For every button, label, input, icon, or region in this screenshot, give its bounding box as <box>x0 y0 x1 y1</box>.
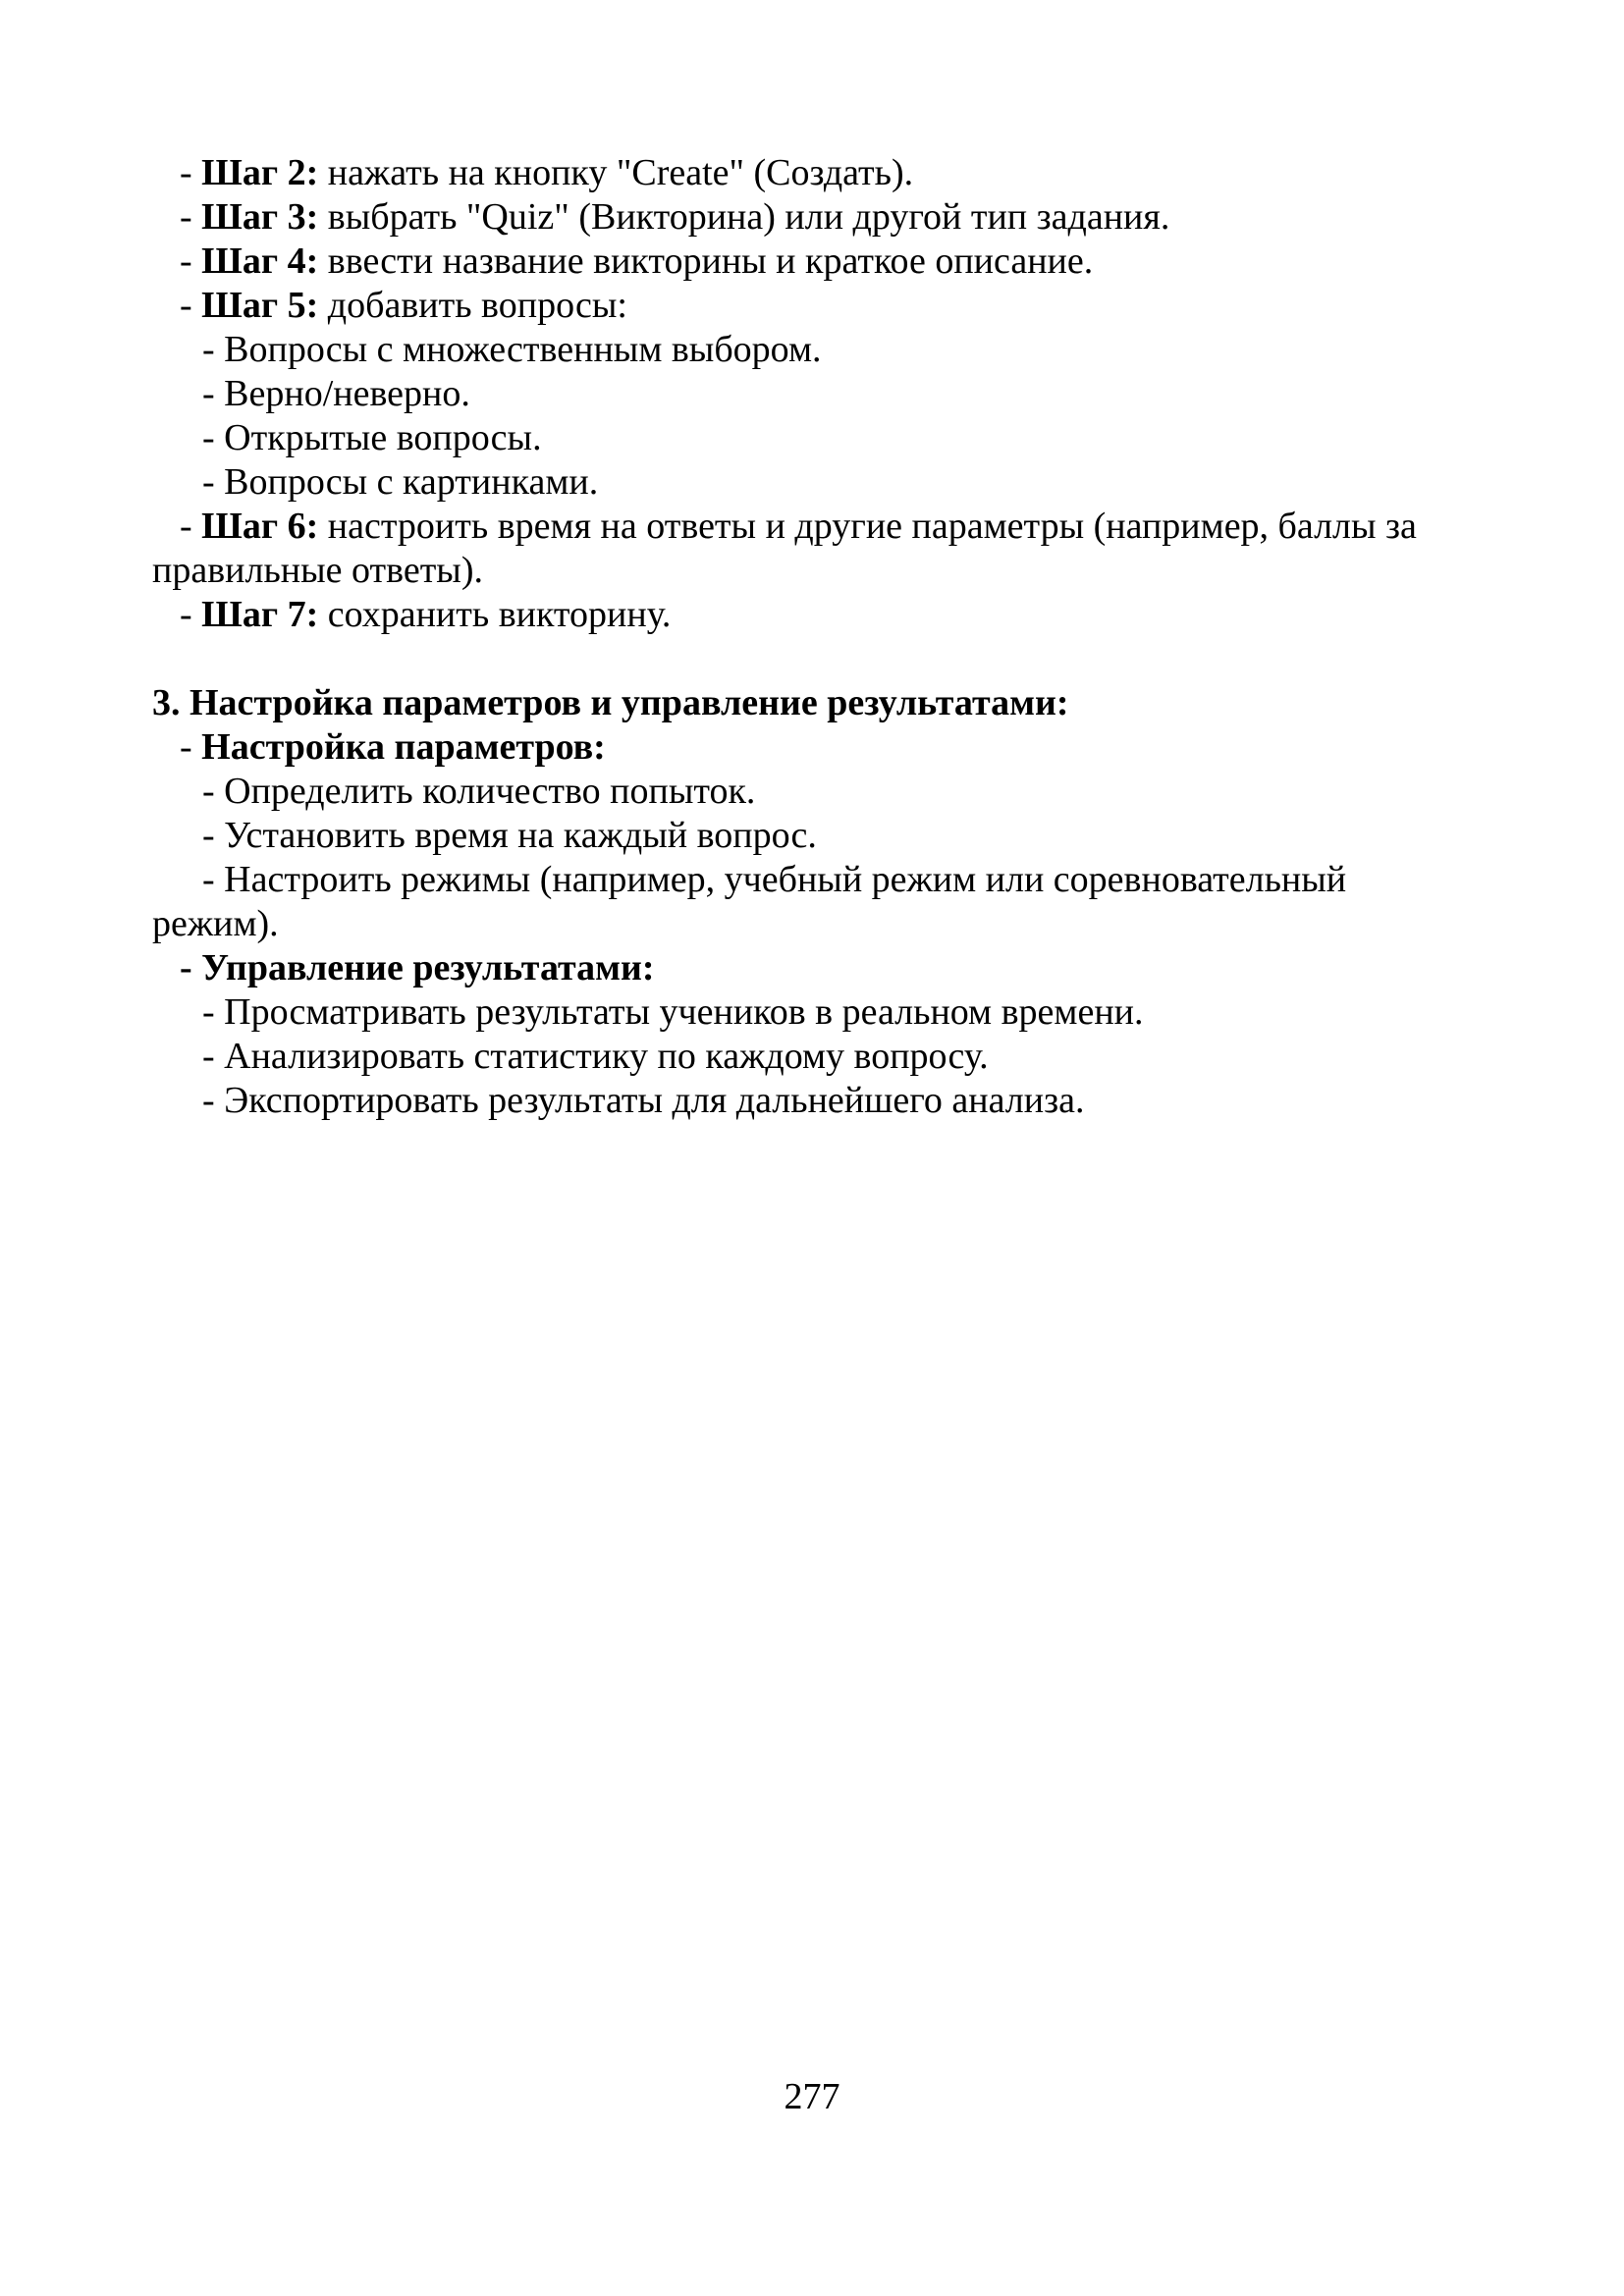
line-prefix: - <box>180 726 202 768</box>
line-text: Верно/неверно. <box>224 373 470 414</box>
line-bold: Настройка параметров: <box>201 726 606 768</box>
document-body <box>152 151 1565 1123</box>
line-prefix: - <box>202 1080 225 1121</box>
line-text: Настроить режимы (например, учебный режим или соревновательный <box>224 859 1347 900</box>
line-bold: Шаг 5: <box>201 285 319 326</box>
bullet-modes-continuation <box>152 902 1565 946</box>
line-text: выбрать "Quiz" (Викторина) или другой тип задания. <box>318 196 1170 238</box>
bullet-time-per-question <box>152 814 1565 858</box>
line-prefix: - <box>180 152 202 193</box>
step-6-continuation <box>152 549 1565 593</box>
section-3-heading <box>152 681 1565 725</box>
bullet-statistics <box>152 1035 1565 1079</box>
line-prefix: - <box>202 771 225 812</box>
line-bold: Шаг 2: <box>201 152 319 193</box>
line-text: Определить количество попыток. <box>224 771 756 812</box>
line-text: Просматривать результаты учеников в реальном времени. <box>224 991 1144 1033</box>
line-bold: - Управление результатами: <box>180 947 655 988</box>
step-5-line <box>152 284 1565 328</box>
line-text: нажать на кнопку "Create" (Создать). <box>318 152 914 193</box>
bullet-multiple-choice <box>152 328 1565 372</box>
step-2-line <box>152 151 1565 195</box>
line-text: Анализировать статистику по каждому вопросу. <box>224 1036 989 1077</box>
subheading-results <box>152 946 1565 990</box>
line-bold: Шаг 3: <box>201 196 319 238</box>
line-bold: 3. Настройка параметров и управление результатами: <box>152 682 1069 723</box>
line-text: Вопросы с множественным выбором. <box>224 329 822 370</box>
bullet-export <box>152 1079 1565 1123</box>
line-text: Вопросы с картинками. <box>224 461 599 503</box>
page-number: 277 <box>784 2076 840 2117</box>
step-3-line <box>152 195 1565 240</box>
line-prefix: - <box>202 417 225 458</box>
step-6-line <box>152 505 1565 549</box>
line-text: Открытые вопросы. <box>224 417 542 458</box>
bullet-picture-questions <box>152 460 1565 505</box>
line-bold: Шаг 4: <box>201 240 319 282</box>
line-prefix: - <box>202 815 225 856</box>
line-text: ввести название викторины и краткое описание. <box>318 240 1094 282</box>
line-text: Экспортировать результаты для дальнейшего анализа. <box>224 1080 1085 1121</box>
line-text: правильные ответы). <box>152 550 483 591</box>
line-text: режим). <box>152 903 279 944</box>
line-text: Установить время на каждый вопрос. <box>224 815 817 856</box>
bullet-realtime-results <box>152 990 1565 1035</box>
line-bold: Шаг 7: <box>201 594 319 635</box>
bullet-true-false <box>152 372 1565 416</box>
line-prefix: - <box>180 594 202 635</box>
line-prefix: - <box>202 329 225 370</box>
bullet-open-questions <box>152 416 1565 460</box>
line-prefix: - <box>202 1036 225 1077</box>
line-prefix: - <box>180 196 202 238</box>
step-7-line <box>152 593 1565 637</box>
line-prefix: - <box>202 461 225 503</box>
line-text: сохранить викторину. <box>318 594 672 635</box>
line-text: настроить время на ответы и другие параметры (например, баллы за <box>318 506 1417 547</box>
bullet-modes <box>152 858 1565 902</box>
blank-line <box>152 637 1565 681</box>
line-prefix: - <box>202 373 225 414</box>
line-bold: Шаг 6: <box>201 506 319 547</box>
subheading-settings <box>152 725 1565 770</box>
line-prefix: - <box>180 240 202 282</box>
line-prefix: - <box>180 285 202 326</box>
line-prefix: - <box>202 991 225 1033</box>
line-prefix: - <box>202 859 225 900</box>
line-text: добавить вопросы: <box>318 285 627 326</box>
step-4-line <box>152 240 1565 284</box>
bullet-attempts <box>152 770 1565 814</box>
line-prefix: - <box>180 506 202 547</box>
